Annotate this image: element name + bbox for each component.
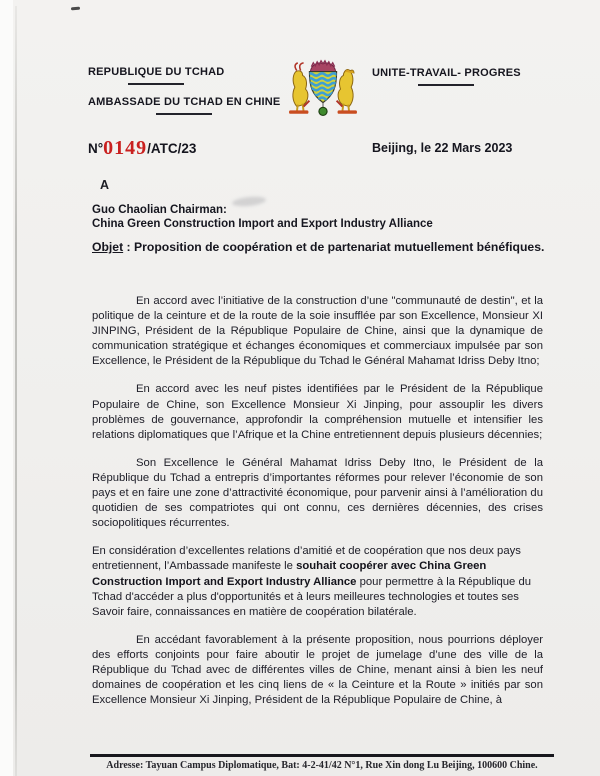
reference-number: 0149 (103, 137, 148, 159)
paragraph-bold-text: souhait coopérer avec China Green Construction Import and Export Industry Alliance (92, 560, 487, 588)
divider-rule (418, 84, 474, 86)
motto-text: UNITE-TRAVAIL- PROGRES (372, 67, 521, 79)
scan-paper-edge-line (15, 6, 17, 776)
body-paragraph: En accord avec les neuf pistes identifiées par le Président de la République Populaire de Chine, son Excellence Monsieur Xi Jinping, pour assouplir les divers problèmes de gouvernance, approfondir la compréhension mutuelle et intensifier les relations diplomatiques que l’Afrique et la Chine entretiennent depuis plusieurs décennies; (92, 383, 543, 441)
dateline: Beijing, le 22 Mars 2023 (372, 141, 513, 155)
divider-rule (156, 113, 212, 115)
body-paragraph: En accord avec l’initiative de la construction d’une "communauté de destin", et la politique de la ceinture et de la route de la soie insufflée par son Excellence, Monsieur XI JINPING, Président de la République Populaire de Chine, ainsi que la dynamique de communication stratégique et échanges économiques et commerciaux impulsée par son Excellence, le Président de la République du Tchad le Général Mahamat Idriss Deby Itno; (92, 295, 543, 368)
letter-body (92, 294, 543, 752)
scan-speck (71, 7, 80, 11)
reference-suffix: /ATC/23 (147, 141, 197, 156)
body-paragraph: En accédant favorablement à la présente proposition, nous pourrions déployer des efforts conjoints pour faire aboutir le projet de jumelage d’une des ville de la République du Tchad avec de différentes villes de Chine, menant ainsi à bien les neuf domaines de coopération et les cinq liens de « la Ceinture et la Route » initiés par son Excellence Monsieur Xi Jinping, Président de la République Populaire de Chine, à (92, 633, 543, 707)
subject-separator: : (123, 240, 134, 254)
subject-label: Objet (92, 240, 124, 254)
divider-rule (128, 83, 184, 85)
paragraph-text: pour permettre à la République du Tchad d'accéder a plus d'opportunités et à leurs meilleures technologies et toutes ses Savoir faire, connaissances en matière de coopération bilatérale. (92, 575, 532, 618)
reference-prefix: N° (88, 141, 104, 156)
footer-rule (90, 754, 554, 757)
paragraph-text: En considération d’excellentes relations d’amitié et de coopération que nos deux pays entretiennent, l’Ambassade manifeste le (92, 545, 521, 573)
subject-text: Proposition de coopération et de partenariat mutuellement bénéfiques. (134, 240, 545, 254)
recipient-name: Guo Chaolian Chairman: (92, 204, 227, 216)
scan-left-margin (0, 0, 13, 776)
recipient-block (92, 203, 433, 231)
footer-address: Adresse: Tayuan Campus Diplomatique, Bat: 4-2-41/42 N°1, Rue Xin dong Lu Beijing, 100600 Chine. (106, 760, 538, 771)
salutation: A (100, 178, 110, 192)
letterhead-republic-block (88, 66, 224, 85)
republic-title: REPUBLIQUE DU TCHAD (88, 66, 225, 78)
chad-coat-of-arms-icon (284, 58, 362, 124)
body-paragraph: Son Excellence le Général Mahamat Idriss Deby Itno, le Président de la République du Tchad a entrepris d’importantes réformes pour relever l’économie de son pays et en faire une zone d’attractivité économique, pour parvenir ainsi à l’amélioration du quotidien de ses compatriotes qui ont connu, ces dernières décennies, des crises sociopolitiques récurrentes. (92, 456, 543, 530)
subject-line (92, 240, 566, 255)
recipient-organization: China Green Construction Import and Export Industry Alliance (92, 218, 433, 230)
reference-line (88, 137, 196, 160)
letterhead-motto-block (372, 67, 521, 86)
letterhead-embassy-block (88, 96, 280, 115)
embassy-title: AMBASSADE DU TCHAD EN CHINE (88, 96, 281, 108)
body-paragraph (92, 544, 543, 619)
